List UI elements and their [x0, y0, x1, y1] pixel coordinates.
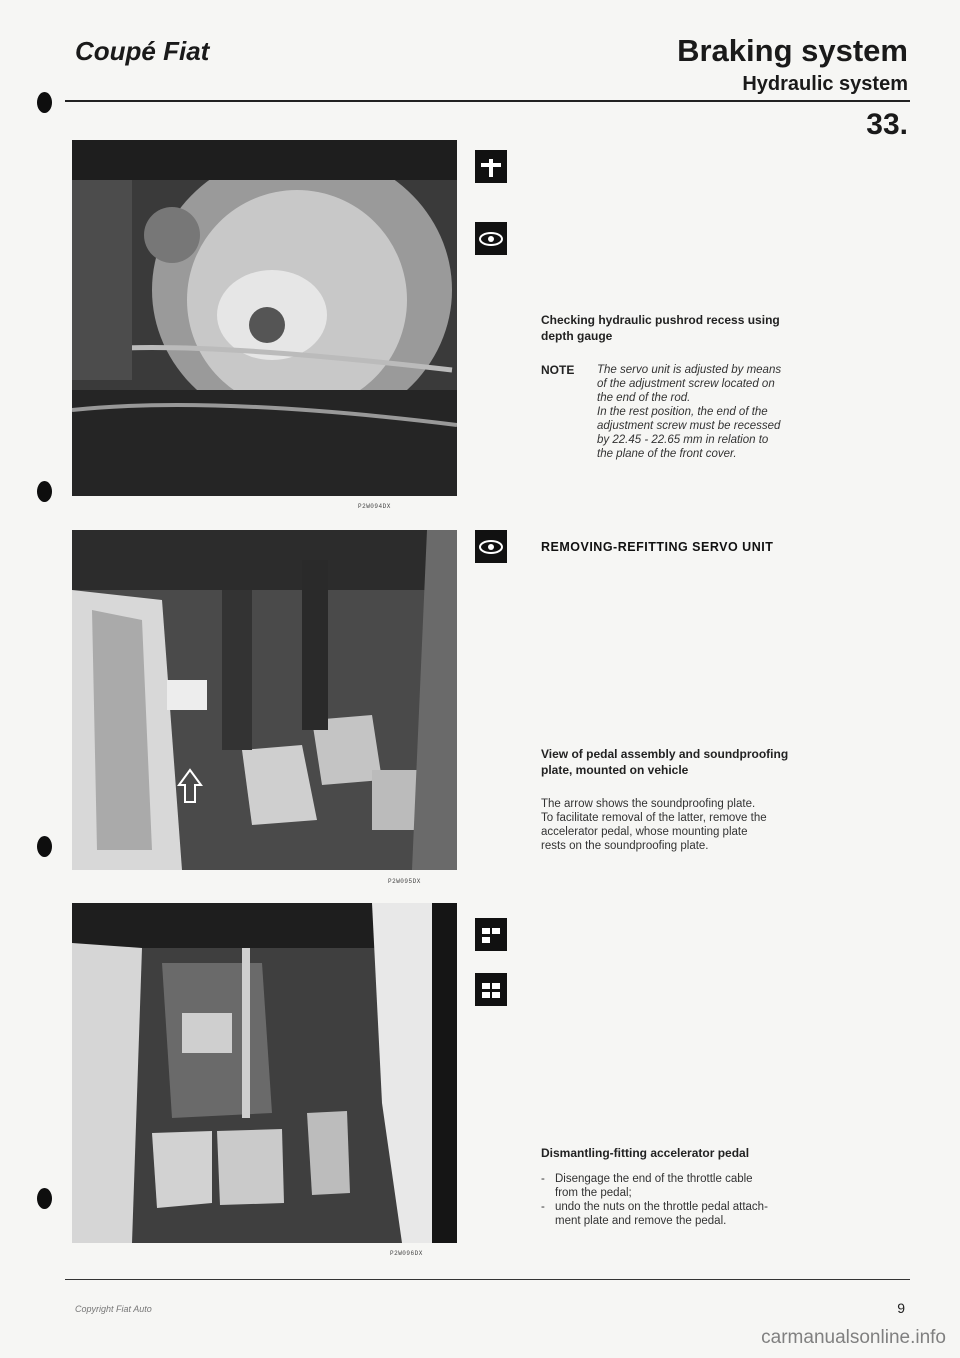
- caption-pedal-assembly: View of pedal assembly and soundproofing plate, mounted on vehicle: [541, 747, 789, 777]
- refit-icon: [475, 973, 507, 1006]
- step-item: - Disengage the end of the throttle cable from the pedal;: [541, 1173, 753, 1199]
- note-label: NOTE: [541, 363, 575, 377]
- chapter-subtitle: Hydraulic system: [742, 73, 908, 95]
- figure-code: P2W096DX: [390, 1250, 423, 1257]
- binder-hole: [37, 92, 52, 113]
- figure-code: P2W094DX: [358, 503, 391, 510]
- binder-hole: [37, 1188, 52, 1209]
- remove-icon: [475, 918, 507, 951]
- body-soundproofing: The arrow shows the soundproofing plate. To facilitate removal of the latter, remove the accelerator pedal, whose mounting plate rests on the soundproofing plate.: [541, 798, 767, 852]
- manual-title: Coupé Fiat: [75, 36, 210, 66]
- photo-depth-gauge: [72, 140, 457, 496]
- caption-depth-gauge: Checking hydraulic pushrod recess using depth gauge: [541, 313, 780, 343]
- step-item: - undo the nuts on the throttle pedal attach- ment plate and remove the pedal.: [541, 1201, 768, 1227]
- figure-code: P2W095DX: [388, 878, 421, 885]
- photo-accelerator-pedal: [72, 903, 457, 1243]
- page-number: 9: [897, 1300, 905, 1316]
- tool-icon: [475, 150, 507, 183]
- header-rule: [65, 100, 910, 102]
- photo-pedal-assembly: [72, 530, 457, 870]
- copyright: Copyright Fiat Auto: [75, 1304, 152, 1314]
- footer-rule: [65, 1279, 910, 1280]
- note-text: The servo unit is adjusted by means of the adjustment screw located on the end of the rod. In the rest position, the end of the adjustment screw must be recessed by 22.45 - 22.65 mm in relation to the plane of the front cover.: [597, 364, 782, 460]
- watermark: carmanualsonline.info: [761, 1327, 946, 1348]
- chapter-title: Braking system: [677, 33, 908, 68]
- steps-list: [541, 1172, 921, 1228]
- binder-hole: [37, 481, 52, 502]
- caption-accelerator-pedal: Dismantling-fitting accelerator pedal: [541, 1146, 750, 1160]
- section-code: 33.: [866, 108, 908, 141]
- binder-hole: [37, 836, 52, 857]
- eye-icon: [475, 222, 507, 255]
- section-title: REMOVING-REFITTING SERVO UNIT: [541, 540, 774, 554]
- eye-icon: [475, 530, 507, 563]
